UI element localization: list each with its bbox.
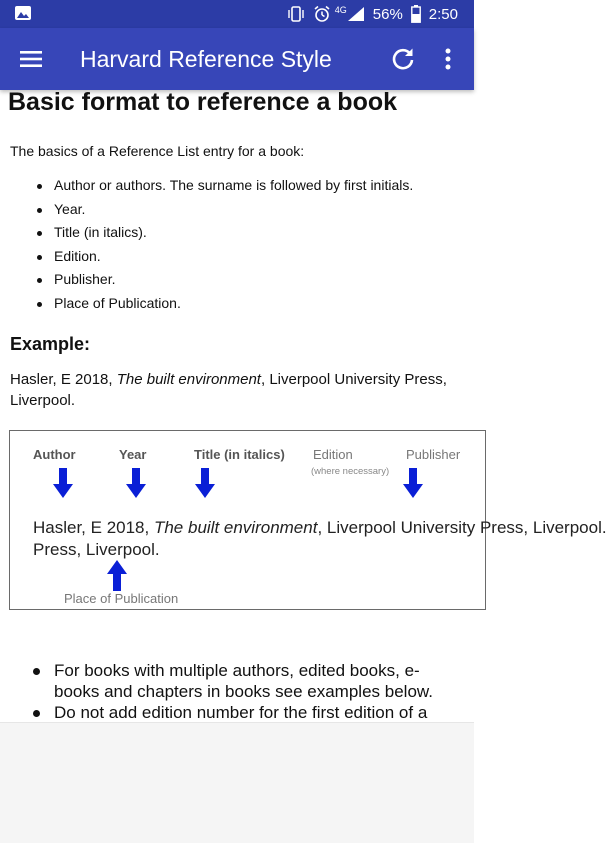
intro-text: The basics of a Reference List entry for a book: xyxy=(10,143,305,159)
figure-citation-before: Hasler, E 2018, xyxy=(33,518,154,537)
figure-label-publisher: Publisher xyxy=(406,447,461,462)
example-before: Hasler, E 2018, xyxy=(10,371,117,388)
example-citation xyxy=(10,369,462,411)
arrow-down-icon xyxy=(125,466,147,500)
arrow-down-icon xyxy=(402,466,424,500)
app-bar xyxy=(0,28,474,90)
example-title-italic: The built environment xyxy=(116,371,261,388)
figure-label-edition-note: (where necessary) xyxy=(311,466,390,477)
figure-label-author: Author xyxy=(33,447,76,462)
signal-icon xyxy=(334,4,365,22)
list-item: For books with multiple authors, edited books, e-books and chapters in books see examples below. xyxy=(0,660,474,702)
example-after: , Liverpool University Press, Liverpool. xyxy=(10,371,447,409)
list-item: Title (in italics). xyxy=(0,221,413,245)
page-title: Basic format to reference a book xyxy=(8,88,398,116)
list-item: Do not add edition number for the first edition of a xyxy=(0,702,474,723)
menu-icon[interactable] xyxy=(18,46,44,72)
image-notification-icon xyxy=(14,5,32,21)
bottom-panel xyxy=(0,722,474,843)
battery-icon xyxy=(411,5,421,23)
basics-list xyxy=(0,174,413,315)
reference-diagram xyxy=(9,430,607,610)
figure-label-edition: Edition xyxy=(313,447,353,462)
notes-list xyxy=(0,660,474,723)
figure-citation-italic: The built environment xyxy=(153,518,318,537)
network-type-label: 4G xyxy=(334,4,347,15)
figure-citation-line1 xyxy=(33,517,607,539)
figure-label-title: Title (in italics) xyxy=(194,447,285,462)
figure-label-year: Year xyxy=(119,447,147,462)
refresh-icon[interactable] xyxy=(389,45,417,73)
list-item: Edition. xyxy=(0,245,413,269)
arrow-up-icon xyxy=(106,559,128,593)
vibrate-icon xyxy=(287,6,305,22)
arrow-down-icon xyxy=(194,466,216,500)
arrow-down-icon xyxy=(52,466,74,500)
content-scroll-area[interactable] xyxy=(0,88,607,722)
figure-citation xyxy=(33,517,607,561)
list-item: Year. xyxy=(0,198,413,222)
status-bar xyxy=(0,0,474,28)
figure-citation-after: , Liverpool University Press, Liverpool. xyxy=(317,518,607,537)
list-item: Place of Publication. xyxy=(0,292,413,316)
alarm-icon xyxy=(313,5,331,23)
list-item: Publisher. xyxy=(0,268,413,292)
app-title: Harvard Reference Style xyxy=(80,46,332,72)
battery-percent: 56% xyxy=(372,5,403,23)
clock: 2:50 xyxy=(428,5,458,23)
more-vert-icon[interactable] xyxy=(438,45,458,73)
example-heading: Example: xyxy=(10,334,91,354)
list-item: Author or authors. The surname is followed by first initials. xyxy=(0,174,413,198)
figure-label-place: Place of Publication xyxy=(64,591,179,606)
figure-citation-line2: Press, Liverpool. xyxy=(33,540,160,559)
